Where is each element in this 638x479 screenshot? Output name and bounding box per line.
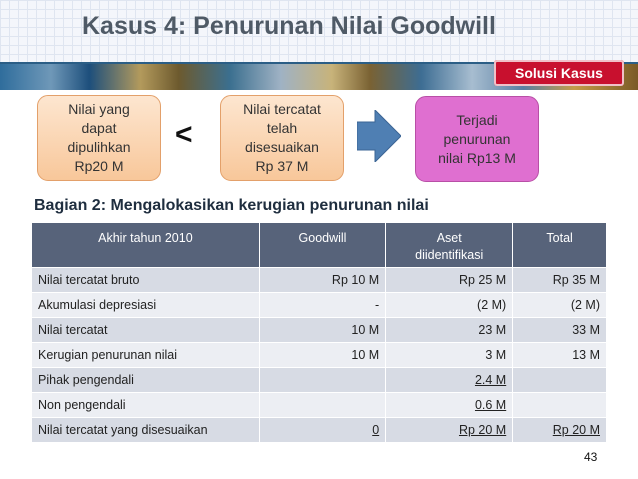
table-cell: 3 M bbox=[386, 343, 513, 368]
table-cell: 23 M bbox=[386, 318, 513, 343]
allocation-table bbox=[32, 223, 607, 442]
table-cell: 0 bbox=[259, 418, 385, 443]
table-cell: Nilai tercatat yang disesuaikan bbox=[32, 418, 259, 443]
table-cell bbox=[513, 393, 607, 418]
table-row bbox=[32, 318, 607, 343]
table-cell: Nilai tercatat bruto bbox=[32, 268, 259, 293]
less-than-symbol: < bbox=[175, 118, 193, 151]
table-cell: 10 M bbox=[259, 318, 385, 343]
column-header: Total bbox=[513, 223, 607, 268]
adjusted-carrying-value-box: Nilai tercatat telah disesuaikan Rp 37 M bbox=[220, 95, 344, 181]
column-header: Goodwill bbox=[259, 223, 385, 268]
table-cell: 33 M bbox=[513, 318, 607, 343]
table-row bbox=[32, 393, 607, 418]
column-header: Akhir tahun 2010 bbox=[32, 223, 259, 268]
table-cell: - bbox=[259, 293, 385, 318]
table-cell: Nilai tercatat bbox=[32, 318, 259, 343]
right-arrow-icon bbox=[357, 110, 401, 162]
table-cell bbox=[259, 368, 385, 393]
column-header: Aset diidentifikasi bbox=[386, 223, 513, 268]
recoverable-value-box: Nilai yang dapat dipulihkan Rp20 M bbox=[37, 95, 161, 181]
table-cell: Rp 35 M bbox=[513, 268, 607, 293]
table-cell: Rp 10 M bbox=[259, 268, 385, 293]
table-cell: (2 M) bbox=[386, 293, 513, 318]
table-cell: Rp 20 M bbox=[386, 418, 513, 443]
table-row bbox=[32, 368, 607, 393]
table-cell: Rp 20 M bbox=[513, 418, 607, 443]
table-cell: Non pengendali bbox=[32, 393, 259, 418]
page-number: 43 bbox=[584, 450, 598, 464]
table-cell: 10 M bbox=[259, 343, 385, 368]
table-cell: Rp 25 M bbox=[386, 268, 513, 293]
slide-title: Kasus 4: Penurunan Nilai Goodwill bbox=[82, 12, 496, 40]
table-cell: 13 M bbox=[513, 343, 607, 368]
table-cell: 2.4 M bbox=[386, 368, 513, 393]
table-cell: Pihak pengendali bbox=[32, 368, 259, 393]
table-row bbox=[32, 343, 607, 368]
table-cell: Akumulasi depresiasi bbox=[32, 293, 259, 318]
table-row bbox=[32, 418, 607, 443]
solusi-badge: Solusi Kasus bbox=[494, 60, 624, 86]
impairment-result-box: Terjadi penurunan nilai Rp13 M bbox=[415, 96, 539, 182]
table-cell: (2 M) bbox=[513, 293, 607, 318]
table-row bbox=[32, 293, 607, 318]
table-header-row bbox=[32, 223, 607, 268]
table-cell: 0.6 M bbox=[386, 393, 513, 418]
table-cell: Kerugian penurunan nilai bbox=[32, 343, 259, 368]
table-cell bbox=[513, 368, 607, 393]
section-title: Bagian 2: Mengalokasikan kerugian penurunan nilai bbox=[34, 197, 429, 214]
table-cell bbox=[259, 393, 385, 418]
table-row bbox=[32, 268, 607, 293]
